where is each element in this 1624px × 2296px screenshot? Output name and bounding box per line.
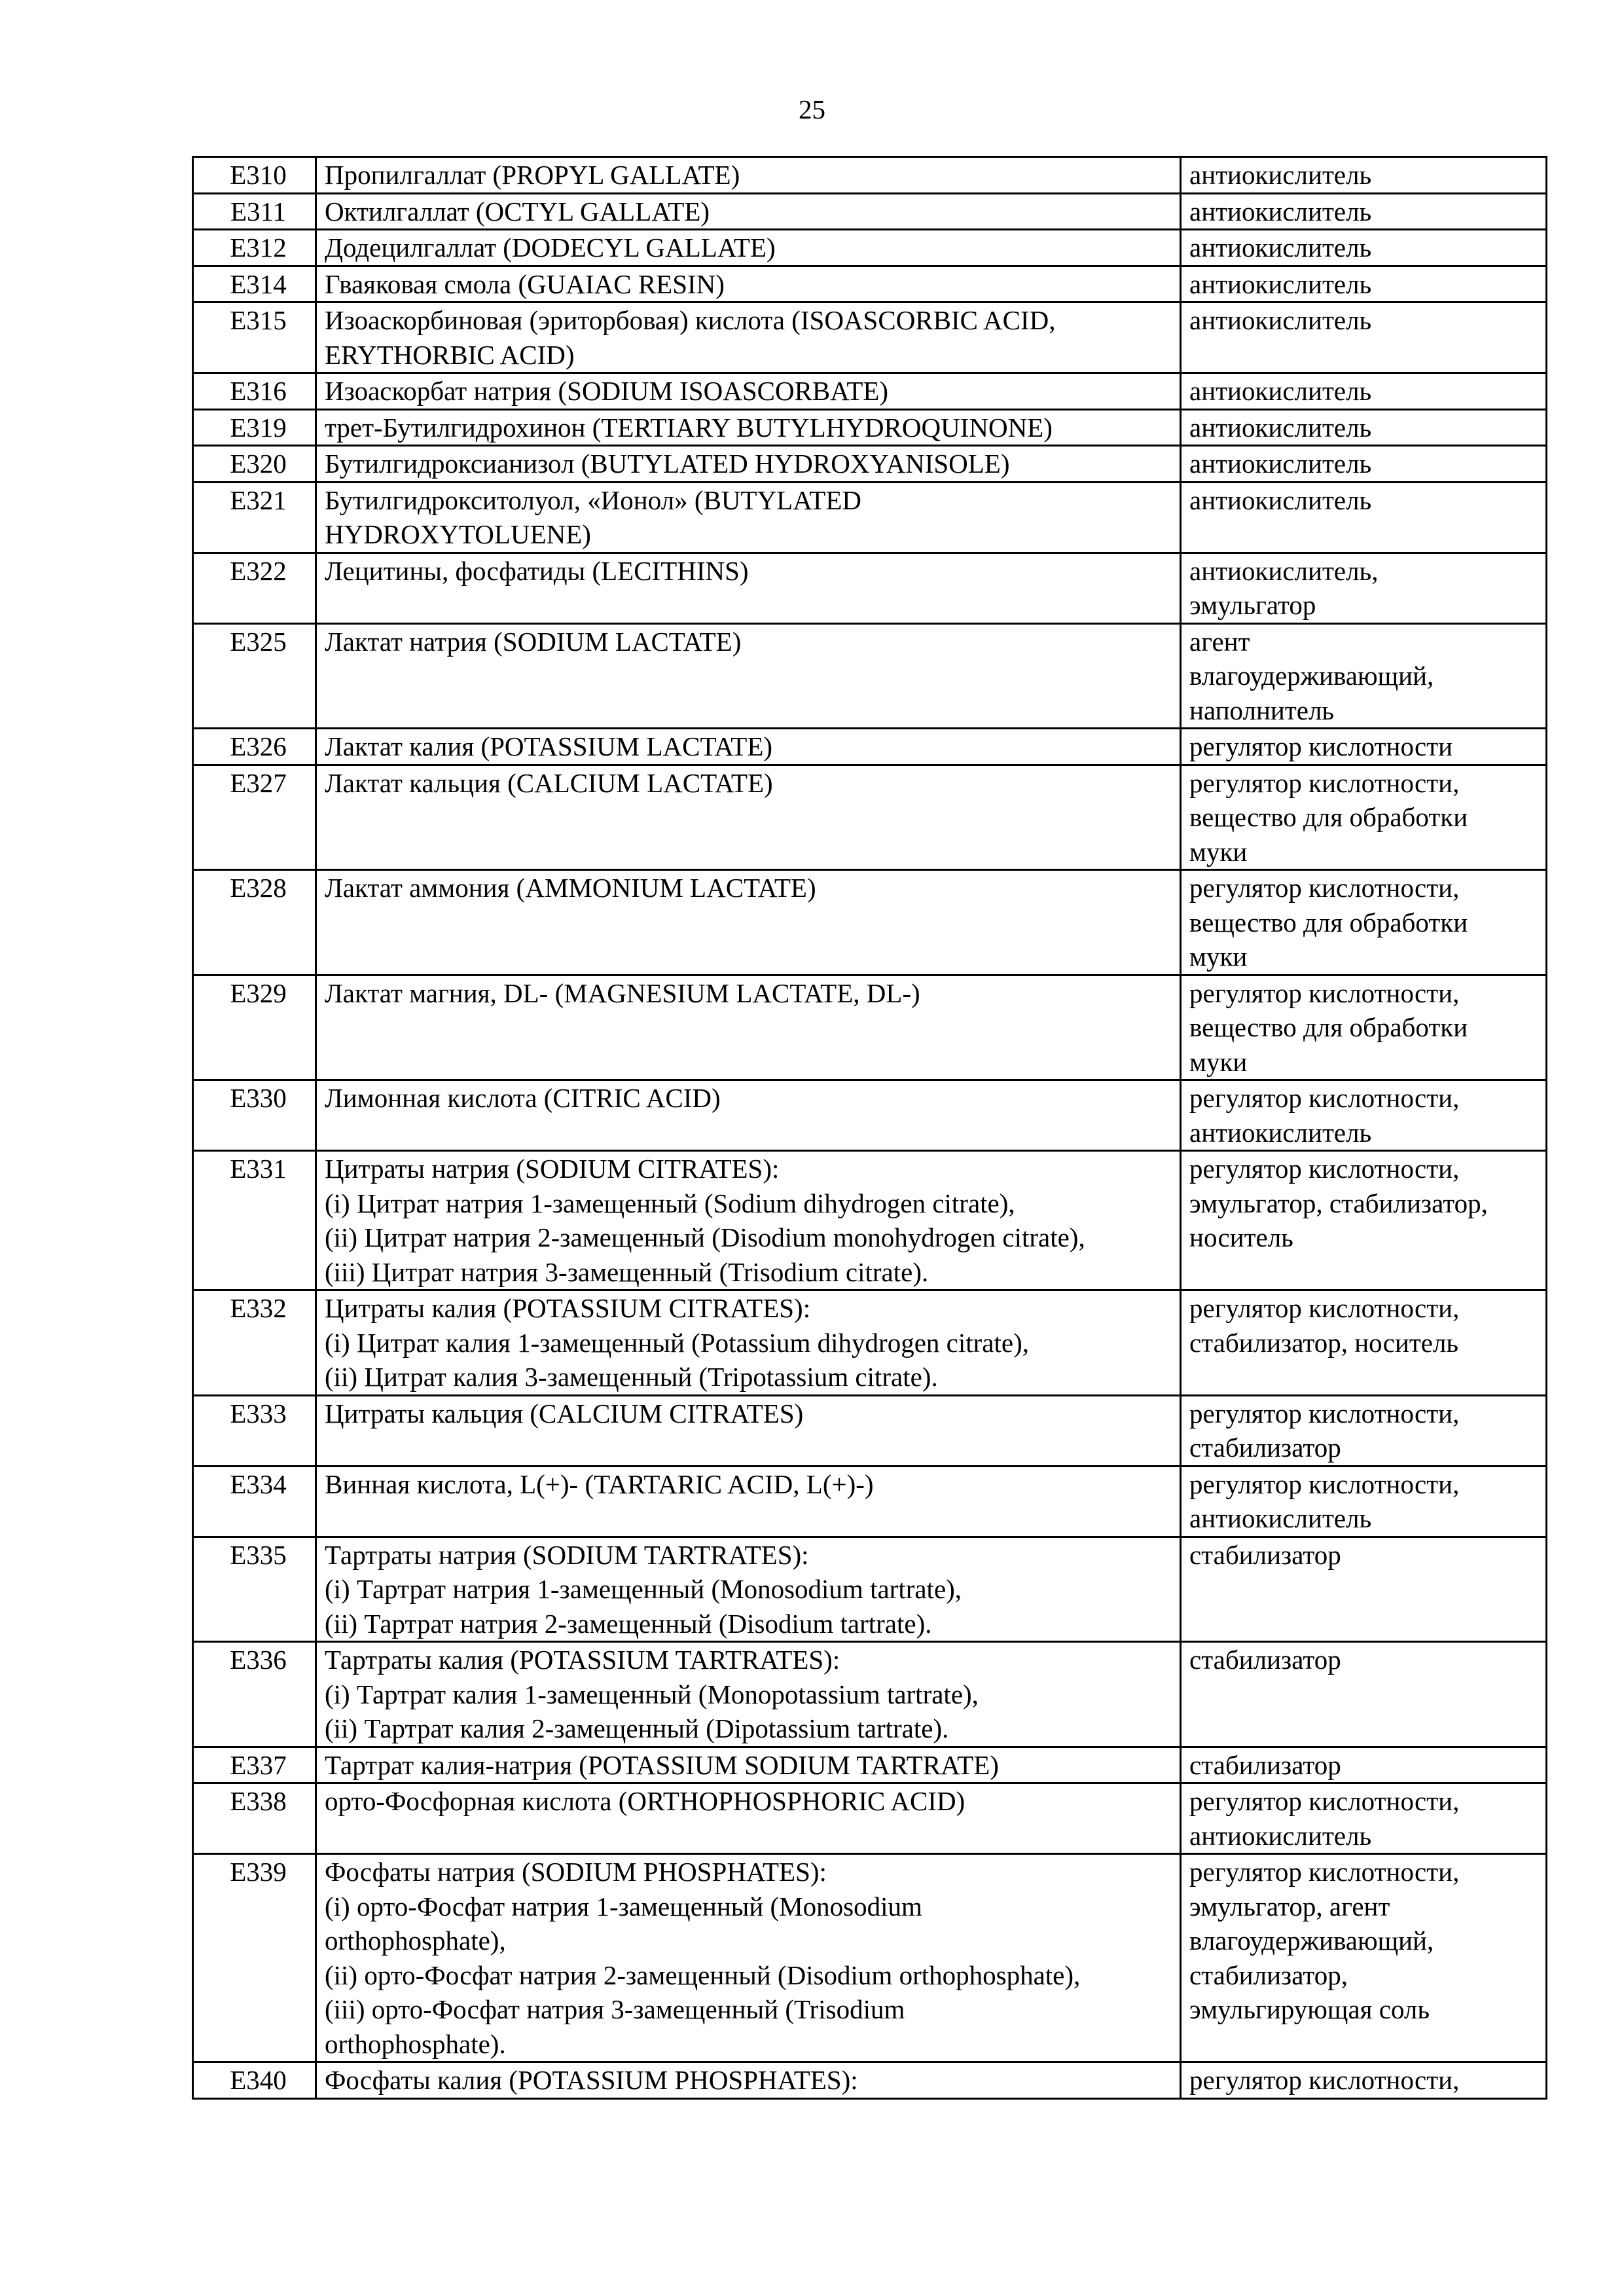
- additive-name-line: Цитраты натрия (SODIUM CITRATES):: [325, 1154, 780, 1184]
- table-row: [193, 302, 1547, 373]
- additive-name-line: (ii) Цитрат натрия 2-замещенный (Disodium monohydrogen citrate),: [325, 1222, 1085, 1252]
- additive-name-line: (i) Тартрат калия 1-замещенный (Monopotassium tartrate),: [325, 1679, 979, 1709]
- additive-code: E340: [193, 2062, 316, 2099]
- additive-name-line: (ii) орто-Фосфат натрия 2-замещенный (Disodium orthophosphate),: [325, 1959, 1081, 1990]
- additive-name-line: Бутилгидрокситолуол, «Ионол» (BUTYLATED: [325, 484, 861, 515]
- additive-name-cell: [316, 1537, 1181, 1642]
- additive-function-line: регулятор кислотности,: [1189, 2065, 1460, 2095]
- additive-function-line: антиокислитель: [1189, 448, 1372, 479]
- additive-function-line: муки: [1189, 1046, 1248, 1077]
- additive-function-cell: [1181, 157, 1547, 194]
- additive-function-line: влагоудерживающий,: [1189, 661, 1434, 691]
- table-row: [193, 230, 1547, 266]
- additive-function-line: антиокислитель: [1189, 1503, 1372, 1533]
- additive-name-line: Изоаскорбат натрия (SODIUM ISOASCORBATE): [325, 376, 889, 406]
- additive-code: E315: [193, 302, 316, 373]
- additive-name-line: Цитраты кальция (CALCIUM CITRATES): [325, 1398, 804, 1429]
- additive-function-cell: [1181, 1783, 1547, 1854]
- additive-name-line: Лактат аммония (AMMONIUM LACTATE): [325, 873, 816, 903]
- additive-function-line: антиокислитель: [1189, 376, 1372, 406]
- additive-code: E331: [193, 1151, 316, 1290]
- additive-function-cell: [1181, 1151, 1547, 1290]
- additive-code: E319: [193, 409, 316, 446]
- table-row: [193, 1151, 1547, 1290]
- additive-function-line: стабилизатор: [1189, 1539, 1341, 1570]
- additive-name-line: ERYTHORBIC ACID): [325, 339, 575, 370]
- additive-name-cell: [316, 870, 1181, 975]
- additive-function-line: стабилизатор,: [1189, 1959, 1348, 1990]
- additive-name-line: (ii) Цитрат калия 3-замещенный (Tripotassium citrate).: [325, 1362, 938, 1392]
- additive-function-cell: [1181, 230, 1547, 266]
- additive-function-line: регулятор кислотности,: [1189, 1083, 1460, 1113]
- additive-name-cell: [316, 1395, 1181, 1466]
- additive-name-cell: [316, 1080, 1181, 1151]
- table-row: [193, 193, 1547, 230]
- additive-function-cell: [1181, 1080, 1547, 1151]
- additive-function-line: регулятор кислотности,: [1189, 1857, 1460, 1887]
- additive-function-cell: [1181, 1395, 1547, 1466]
- table-row: [193, 409, 1547, 446]
- additive-name-line: Винная кислота, L(+)- (TARTARIC ACID, L(+)-): [325, 1468, 874, 1499]
- additive-name-cell: [316, 765, 1181, 870]
- additive-name-cell: [316, 193, 1181, 230]
- additive-name-cell: [316, 623, 1181, 729]
- additive-function-line: стабилизатор, носитель: [1189, 1327, 1459, 1358]
- additive-name-cell: [316, 1290, 1181, 1396]
- additive-function-cell: [1181, 409, 1547, 446]
- additive-function-line: эмульгирующая соль: [1189, 1994, 1430, 2024]
- additive-name-line: Бутилгидроксианизол (BUTYLATED HYDROXYANISOLE): [325, 448, 1010, 479]
- food-additives-table: [192, 156, 1547, 2100]
- additive-name-line: Тартраты натрия (SODIUM TARTRATES):: [325, 1539, 809, 1570]
- table-row: [193, 1747, 1547, 1783]
- additive-name-cell: [316, 409, 1181, 446]
- additive-name-cell: [316, 2062, 1181, 2099]
- table-row: [193, 870, 1547, 975]
- additive-code: E312: [193, 230, 316, 266]
- additive-function-line: стабилизатор: [1189, 1432, 1341, 1463]
- additive-code: E339: [193, 1854, 316, 2062]
- additive-code: E327: [193, 765, 316, 870]
- additive-function-cell: [1181, 870, 1547, 975]
- table-row: [193, 623, 1547, 729]
- additive-name-line: (i) Цитрат натрия 1-замещенный (Sodium dihydrogen citrate),: [325, 1188, 1015, 1218]
- additive-name-line: Лецитины, фосфатиды (LECITHINS): [325, 555, 749, 586]
- additive-code: E310: [193, 157, 316, 194]
- additive-function-cell: [1181, 1642, 1547, 1747]
- additive-name-line: orthophosphate).: [325, 2028, 506, 2059]
- additive-code: E337: [193, 1747, 316, 1783]
- additive-code: E328: [193, 870, 316, 975]
- additive-name-cell: [316, 1642, 1181, 1747]
- additive-code: E336: [193, 1642, 316, 1747]
- additive-function-line: антиокислитель: [1189, 160, 1372, 190]
- additive-function-line: регулятор кислотности,: [1189, 873, 1460, 903]
- additive-function-line: антиокислитель: [1189, 1117, 1372, 1148]
- additive-code: E333: [193, 1395, 316, 1466]
- additive-name-line: Фосфаты натрия (SODIUM PHOSPHATES):: [325, 1857, 827, 1887]
- additive-function-cell: [1181, 975, 1547, 1080]
- additive-name-line: Гваяковая смола (GUAIAC RESIN): [325, 268, 725, 299]
- additive-name-line: (i) Тартрат натрия 1-замещенный (Monosodium tartrate),: [325, 1574, 962, 1604]
- additive-code: E311: [193, 193, 316, 230]
- table-row: [193, 765, 1547, 870]
- additive-function-line: вещество для обработки: [1189, 1012, 1468, 1042]
- additive-name-line: Изоаскорбиновая (эриторбовая) кислота (ISOASCORBIC ACID,: [325, 305, 1056, 335]
- table-row: [193, 1854, 1547, 2062]
- additive-code: E326: [193, 729, 316, 765]
- additive-function-cell: [1181, 1747, 1547, 1783]
- additive-code: E338: [193, 1783, 316, 1854]
- additive-name-cell: [316, 482, 1181, 553]
- additive-function-cell: [1181, 193, 1547, 230]
- additive-function-cell: [1181, 553, 1547, 623]
- additive-name-line: Додецилгаллат (DODECYL GALLATE): [325, 232, 776, 263]
- table-row: [193, 553, 1547, 623]
- additive-name-line: Лактат калия (POTASSIUM LACTATE): [325, 731, 773, 761]
- additive-name-line: (ii) Тартрат калия 2-замещенный (Dipotassium tartrate).: [325, 1713, 949, 1743]
- additive-function-line: антиокислитель: [1189, 412, 1372, 443]
- additive-function-line: регулятор кислотности: [1189, 731, 1453, 761]
- additive-function-cell: [1181, 2062, 1547, 2099]
- additive-code: E332: [193, 1290, 316, 1396]
- table-row: [193, 157, 1547, 194]
- table-row: [193, 1466, 1547, 1537]
- additive-name-line: HYDROXYTOLUENE): [325, 519, 591, 549]
- additive-name-line: (i) Цитрат калия 1-замещенный (Potassium dihydrogen citrate),: [325, 1327, 1029, 1358]
- additive-function-cell: [1181, 482, 1547, 553]
- additive-name-line: Лактат натрия (SODIUM LACTATE): [325, 626, 742, 657]
- additive-name-cell: [316, 373, 1181, 410]
- additive-name-line: Цитраты калия (POTASSIUM CITRATES):: [325, 1293, 811, 1323]
- additive-code: E330: [193, 1080, 316, 1151]
- additive-name-line: (i) орто-Фосфат натрия 1-замещенный (Monosodium: [325, 1891, 922, 1922]
- additive-function-line: антиокислитель: [1189, 484, 1372, 515]
- additive-code: E316: [193, 373, 316, 410]
- additive-function-line: антиокислитель: [1189, 305, 1372, 335]
- additive-name-cell: [316, 1466, 1181, 1537]
- additive-function-cell: [1181, 1537, 1547, 1642]
- additive-function-cell: [1181, 373, 1547, 410]
- table-row: [193, 729, 1547, 765]
- additive-function-line: стабилизатор: [1189, 1645, 1341, 1675]
- additive-function-line: эмульгатор: [1189, 590, 1316, 620]
- additive-name-line: Октилгаллат (OCTYL GALLATE): [325, 196, 710, 227]
- table-row: [193, 1395, 1547, 1466]
- additive-name-cell: [316, 446, 1181, 483]
- additive-function-line: эмульгатор, стабилизатор,: [1189, 1188, 1488, 1218]
- additive-code: E335: [193, 1537, 316, 1642]
- additive-function-line: муки: [1189, 941, 1248, 972]
- additive-name-line: (iii) орто-Фосфат натрия 3-замещенный (Trisodium: [325, 1994, 905, 2024]
- additive-name-cell: [316, 230, 1181, 266]
- additive-function-line: наполнитель: [1189, 695, 1335, 725]
- additive-function-cell: [1181, 266, 1547, 302]
- table-row: [193, 266, 1547, 302]
- additive-name-line: Фосфаты калия (POTASSIUM PHOSPHATES):: [325, 2065, 858, 2095]
- additive-name-cell: [316, 266, 1181, 302]
- additive-function-line: антиокислитель: [1189, 1820, 1372, 1851]
- table-row: [193, 482, 1547, 553]
- additive-function-cell: [1181, 446, 1547, 483]
- additive-function-cell: [1181, 302, 1547, 373]
- additive-code: E321: [193, 482, 316, 553]
- additive-name-line: орто-Фосфорная кислота (ORTHOPHOSPHORIC ACID): [325, 1786, 965, 1816]
- additive-function-line: антиокислитель: [1189, 232, 1372, 263]
- additive-code: E329: [193, 975, 316, 1080]
- additive-name-line: Лимонная кислота (CITRIC ACID): [325, 1083, 721, 1113]
- additive-code: E314: [193, 266, 316, 302]
- additive-name-line: orthophosphate),: [325, 1925, 506, 1956]
- additive-name-cell: [316, 157, 1181, 194]
- additive-name-cell: [316, 553, 1181, 623]
- additive-code: E320: [193, 446, 316, 483]
- additive-name-line: Лактат магния, DL- (MAGNESIUM LACTATE, DL-): [325, 977, 920, 1008]
- additive-name-cell: [316, 1747, 1181, 1783]
- additive-function-cell: [1181, 729, 1547, 765]
- table-row: [193, 2062, 1547, 2099]
- table-row: [193, 1642, 1547, 1747]
- additive-function-line: агент: [1189, 626, 1250, 657]
- additive-name-line: Пропилгаллат (PROPYL GALLATE): [325, 160, 740, 190]
- additive-name-line: трет-Бутилгидрохинон (TERTIARY BUTYLHYDROQUINONE): [325, 412, 1053, 443]
- additive-function-line: эмульгатор, агент: [1189, 1891, 1390, 1922]
- additive-function-line: регулятор кислотности,: [1189, 767, 1460, 798]
- additive-name-cell: [316, 975, 1181, 1080]
- additive-code: E325: [193, 623, 316, 729]
- additive-function-cell: [1181, 1290, 1547, 1396]
- additive-name-cell: [316, 302, 1181, 373]
- additive-name-cell: [316, 1854, 1181, 2062]
- additive-name-cell: [316, 1151, 1181, 1290]
- page-number: 25: [799, 94, 825, 124]
- additive-function-line: регулятор кислотности,: [1189, 1154, 1460, 1184]
- additive-function-line: носитель: [1189, 1222, 1293, 1252]
- table-row: [193, 1290, 1547, 1396]
- additive-name-line: (iii) Цитрат натрия 3-замещенный (Trisodium citrate).: [325, 1256, 929, 1287]
- additive-function-line: антиокислитель,: [1189, 555, 1379, 586]
- additive-function-line: антиокислитель: [1189, 268, 1372, 299]
- additive-name-line: Тартрат калия-натрия (POTASSIUM SODIUM TARTRATE): [325, 1749, 999, 1780]
- additive-function-line: регулятор кислотности,: [1189, 1398, 1460, 1429]
- additive-function-line: вещество для обработки: [1189, 907, 1468, 938]
- additive-name-line: Тартраты калия (POTASSIUM TARTRATES):: [325, 1645, 840, 1675]
- additive-function-line: антиокислитель: [1189, 196, 1372, 227]
- additive-function-line: регулятор кислотности,: [1189, 1786, 1460, 1816]
- table-row: [193, 1783, 1547, 1854]
- additive-function-cell: [1181, 1466, 1547, 1537]
- table-row: [193, 373, 1547, 410]
- additive-function-cell: [1181, 1854, 1547, 2062]
- additive-name-line: (ii) Тартрат натрия 2-замещенный (Disodium tartrate).: [325, 1608, 932, 1639]
- additive-name-cell: [316, 729, 1181, 765]
- table-row: [193, 1537, 1547, 1642]
- additive-function-line: вещество для обработки: [1189, 802, 1468, 832]
- table-row: [193, 975, 1547, 1080]
- additive-code: E322: [193, 553, 316, 623]
- additive-function-cell: [1181, 765, 1547, 870]
- table-row: [193, 1080, 1547, 1151]
- additive-function-line: регулятор кислотности,: [1189, 1293, 1460, 1323]
- additive-code: E334: [193, 1466, 316, 1537]
- additive-function-line: влагоудерживающий,: [1189, 1925, 1434, 1956]
- additive-function-line: регулятор кислотности,: [1189, 977, 1460, 1008]
- additive-function-cell: [1181, 623, 1547, 729]
- table-body: [193, 157, 1547, 2099]
- additive-function-line: регулятор кислотности,: [1189, 1468, 1460, 1499]
- table-row: [193, 446, 1547, 483]
- additive-function-line: стабилизатор: [1189, 1749, 1341, 1780]
- additive-function-line: муки: [1189, 836, 1248, 867]
- additive-name-cell: [316, 1783, 1181, 1854]
- additive-name-line: Лактат кальция (CALCIUM LACTATE): [325, 767, 773, 798]
